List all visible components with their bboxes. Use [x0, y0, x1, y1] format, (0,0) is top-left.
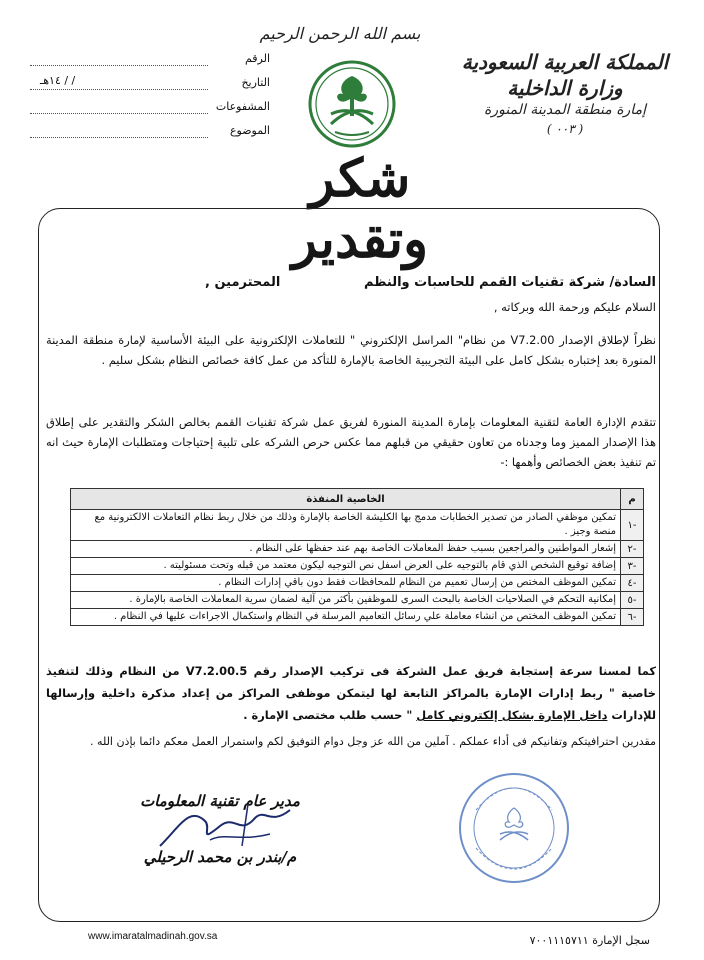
row-text: إضافة توقيع الشخص الذي قام بالتوجيه على العرض اسفل نص التوجيه ليكون معتمد من قبله وتحت مسئوليته . [71, 558, 621, 575]
official-stamp [456, 770, 572, 886]
field-subject [30, 124, 270, 148]
paragraph-closing: مقدرين احترافيتكم وتفانيكم فى أداء عملكم . آملين من الله عز وجل دوام التوفيق لكم واستمرار العمل معكم دائما بإذن الله . [90, 735, 656, 748]
paragraph-thanks: تتقدم الإدارة العامة لتقنية المعلومات بإمارة المدينة المنورة لفريق عمل شركة تقنيات القمم بخالص الشكر والتقدير على إطلاق هذا الإصدار المميز وما وجدناه من تعاون حقيقي من قبلهم مما عكس حرص الشركه على تلبية إحتياجات ومتطلبات الإمارة حيث انه تم تنفيذ بعض الخصائص وأهمها :- [46, 415, 656, 469]
paragraph-release: نظراً لإطلاق الإصدار V7.2.00 من نظام" المراسل الإلكتروني " للتعاملات الإلكترونية على البيئة الأساسية لإمارة منطقة المدينة المنورة بعد إختباره بشكل كامل على البيئة التجريبية الخاصة بالإمارة للتأكد من عمل كافة خصائص النظام بشكل سليم . [46, 333, 656, 367]
greeting: السلام عليكم ورحمة الله وبركاته , [493, 300, 656, 314]
field-value: / / ١٤هـ [40, 74, 76, 87]
table-header-row [71, 489, 644, 510]
row-number: -٢ [621, 541, 644, 558]
bismillah: بسم الله الرحمن الرحيم [259, 24, 421, 43]
ministry-line: المملكة العربية السعودية [461, 50, 669, 74]
signatory-name: م/بندر بن محمد الرحيلي [143, 848, 297, 866]
letter-meta-fields [30, 52, 270, 148]
field-label: المشفوعات [215, 100, 270, 113]
row-text: إمكانية التحكم في الصلاحيات الخاصة بالبحث السرى للموظفين بأكثر من آلية لضمان سرية المعاملات الخاصة بالإمارة . [71, 592, 621, 609]
addressee: السادة/ شركة تقنيات القمم للحاسبات والنظم [364, 275, 656, 290]
field-date [30, 76, 270, 100]
table-row [71, 541, 644, 558]
addressee-closing: المحترمين , [205, 275, 281, 290]
row-text: تمكين الموظف المختص من إرسال تعميم من النظام للمحافظات فقط دون باقي إدارات النظام . [71, 575, 621, 592]
row-number: -١ [621, 510, 644, 541]
ministry-header [440, 50, 690, 136]
field-number [30, 52, 270, 76]
field-line [30, 137, 208, 138]
row-text: تمكين موظفي الصادر من تصدير الخطابات مدمج بها الكليشة الخاصة بالإمارة وذلك من خلال ربط نظام التعاملات الالكترونية مع منصة وجيز . [71, 510, 621, 541]
ministry-line: وزارة الداخلية [507, 76, 623, 100]
underlined-text: داخل الإمارة بشكل إلكتروني كامل [416, 708, 608, 722]
paragraph-release-5 [46, 660, 656, 726]
paragraph-text: كما لمسنا سرعة إستجابة فريق عمل الشركة فى تركيب الإصدار رقم V7.2.00.5 من النظام وذلك لتنفيذ خاصية " ربط إدارات الإمارة بالمراكز التابعة لها ليتمكن موظفى المراكز من إعداد مذكرة داخلية وإرسالها للإدارات [46, 664, 656, 722]
table-row [71, 609, 644, 626]
table-row [71, 592, 644, 609]
table-row [71, 575, 644, 592]
handwritten-signature [150, 796, 300, 856]
field-attachments [30, 100, 270, 124]
row-text: تمكين الموظف المختص من انشاء معاملة علي رسائل التعاميم المرسلة في النظام واستكمال الاجراءات عليها في النظام . [71, 609, 621, 626]
row-number: -٣ [621, 558, 644, 575]
row-number: -٦ [621, 609, 644, 626]
row-number: -٤ [621, 575, 644, 592]
paragraph-text: " حسب طلب مختصى الإمارة . [243, 708, 413, 722]
field-line [30, 89, 208, 90]
column-header-feature: الخاصية المنفذة [71, 489, 621, 510]
saudi-emblem-icon [307, 58, 397, 150]
field-label: الرقم [244, 52, 270, 65]
field-line [30, 65, 208, 66]
field-label: التاريخ [241, 76, 270, 89]
registry-number: سجل الإمارة ٧٠٠١١١٥٧١١ [529, 934, 650, 947]
row-number: -٥ [621, 592, 644, 609]
table-row [71, 510, 644, 541]
row-text: إشعار المواطنين والمراجعين بسبب حفظ المعاملات الخاصة بهم عند حفظها على النظام . [71, 541, 621, 558]
field-label: الموضوع [229, 124, 270, 137]
field-line [30, 113, 208, 114]
signatory-title: مدير عام تقنية المعلومات [140, 792, 300, 810]
table-row [71, 558, 644, 575]
ministry-line: إمارة منطقة المدينة المنورة [484, 102, 646, 118]
features-table [70, 488, 644, 626]
document-title: شكر وتقدير [291, 148, 429, 270]
website-link[interactable]: www.imaratalmadinah.gov.sa [88, 931, 218, 942]
column-header-num: م [621, 489, 644, 510]
ministry-line: ( ٠٠٣ ) [546, 122, 584, 136]
